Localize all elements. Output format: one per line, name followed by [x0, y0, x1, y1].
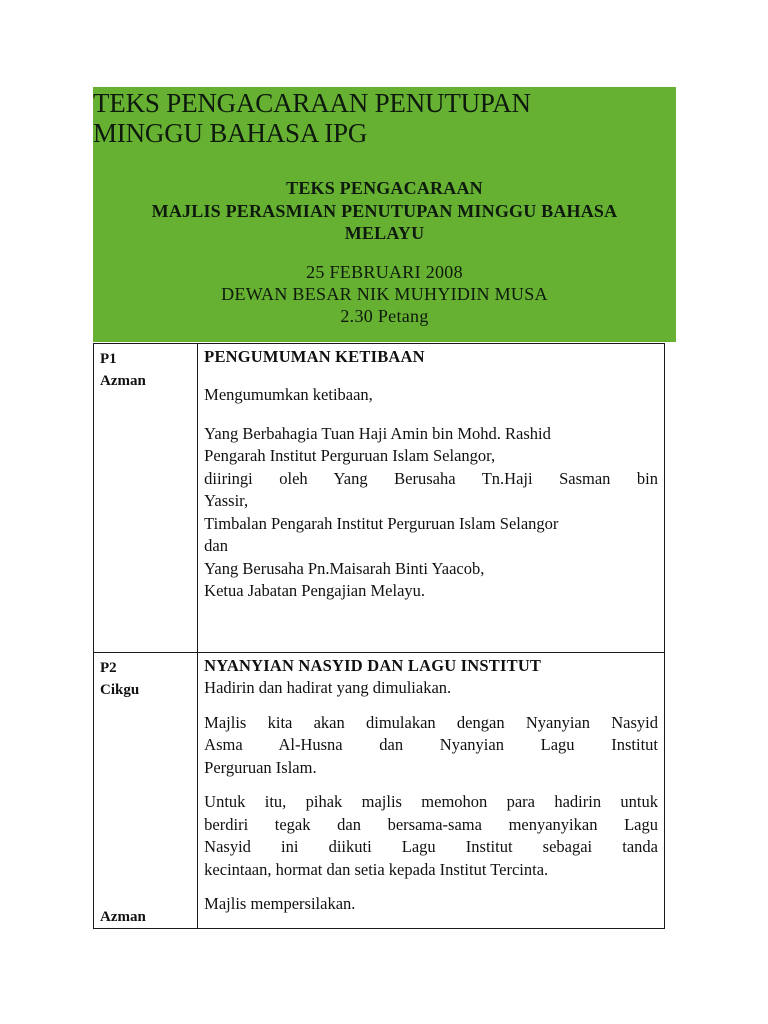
- title-line: MINGGU BAHASA IPG: [93, 118, 368, 148]
- text-line: Pengarah Institut Perguruan Islam Selangor,: [204, 446, 496, 465]
- paragraph: [204, 791, 658, 881]
- closing-text: Majlis mempersilakan.: [204, 894, 356, 913]
- text-line: Untuk itu, pihak majlis memohon para hadirin untuk: [204, 792, 658, 811]
- text-line: Majlis kita akan dimulakan dengan Nyanyian Nasyid: [204, 712, 658, 732]
- text-line: Perguruan Islam.: [204, 757, 317, 777]
- event-venue: DEWAN BESAR NIK MUHYIDIN MUSA: [221, 284, 548, 304]
- speaker-cell: [94, 344, 198, 653]
- segment-code: P2: [100, 660, 117, 676]
- paragraph: [204, 712, 658, 780]
- speaker-name: Azman: [100, 373, 146, 389]
- text-line: Timbalan Pengarah Institut Perguruan Islam Selangor: [204, 513, 559, 533]
- text-line: Yang Berusaha Pn.Maisarah Binti Yaacob,: [204, 558, 485, 578]
- event-time: 2.30 Petang: [340, 306, 429, 326]
- program-heading: [93, 177, 676, 245]
- content-cell: [198, 653, 665, 929]
- intro-text: Mengumumkan ketibaan,: [204, 385, 373, 404]
- section-title: NYANYIAN NASYID DAN LAGU INSTITUT: [204, 656, 542, 675]
- speaker-name: Cikgu: [100, 682, 140, 698]
- text-line: berdiri tegak dan bersama-sama menyanyikan Lagu: [204, 814, 658, 834]
- event-date: 25 FEBRUARI 2008: [306, 262, 463, 282]
- speaker-cell: [94, 653, 198, 929]
- heading-line: MAJLIS PERASMIAN PENUTUPAN MINGGU BAHASA: [151, 200, 618, 221]
- closing-speaker-name: Azman: [100, 909, 146, 925]
- greeting-text: Hadirin dan hadirat yang dimuliakan.: [204, 678, 452, 697]
- arrival-list: [204, 423, 658, 603]
- text-line: Nasyid ini diikuti Lagu Institut sebagai tanda: [204, 837, 658, 856]
- program-table: [93, 343, 665, 929]
- document-title: [93, 88, 653, 148]
- text-line: Yang Berbahagia Tuan Haji Amin bin Mohd. Rashid: [204, 423, 551, 443]
- text-line: Yassir,: [204, 491, 249, 510]
- table-row: [94, 653, 665, 929]
- content-cell: [198, 344, 665, 653]
- text-line: Ketua Jabatan Pengajian Melayu.: [204, 581, 426, 600]
- table-row: [94, 344, 665, 653]
- heading-line: TEKS PENGACARAAN: [286, 178, 483, 198]
- text-line: dan: [204, 536, 228, 555]
- text-line: diiringi oleh Yang Berusaha Tn.Haji Sasman bin: [204, 468, 658, 488]
- title-line: TEKS PENGACARAAN PENUTUPAN: [93, 88, 531, 118]
- segment-code: P1: [100, 351, 117, 367]
- event-details: [93, 261, 676, 327]
- text-line: kecintaan, hormat dan setia kepada Institut Tercinta.: [204, 859, 549, 879]
- heading-line: MELAYU: [344, 223, 425, 243]
- text-line: Asma Al-Husna dan Nyanyian Lagu Institut: [204, 735, 658, 754]
- section-title: PENGUMUMAN KETIBAAN: [204, 347, 425, 366]
